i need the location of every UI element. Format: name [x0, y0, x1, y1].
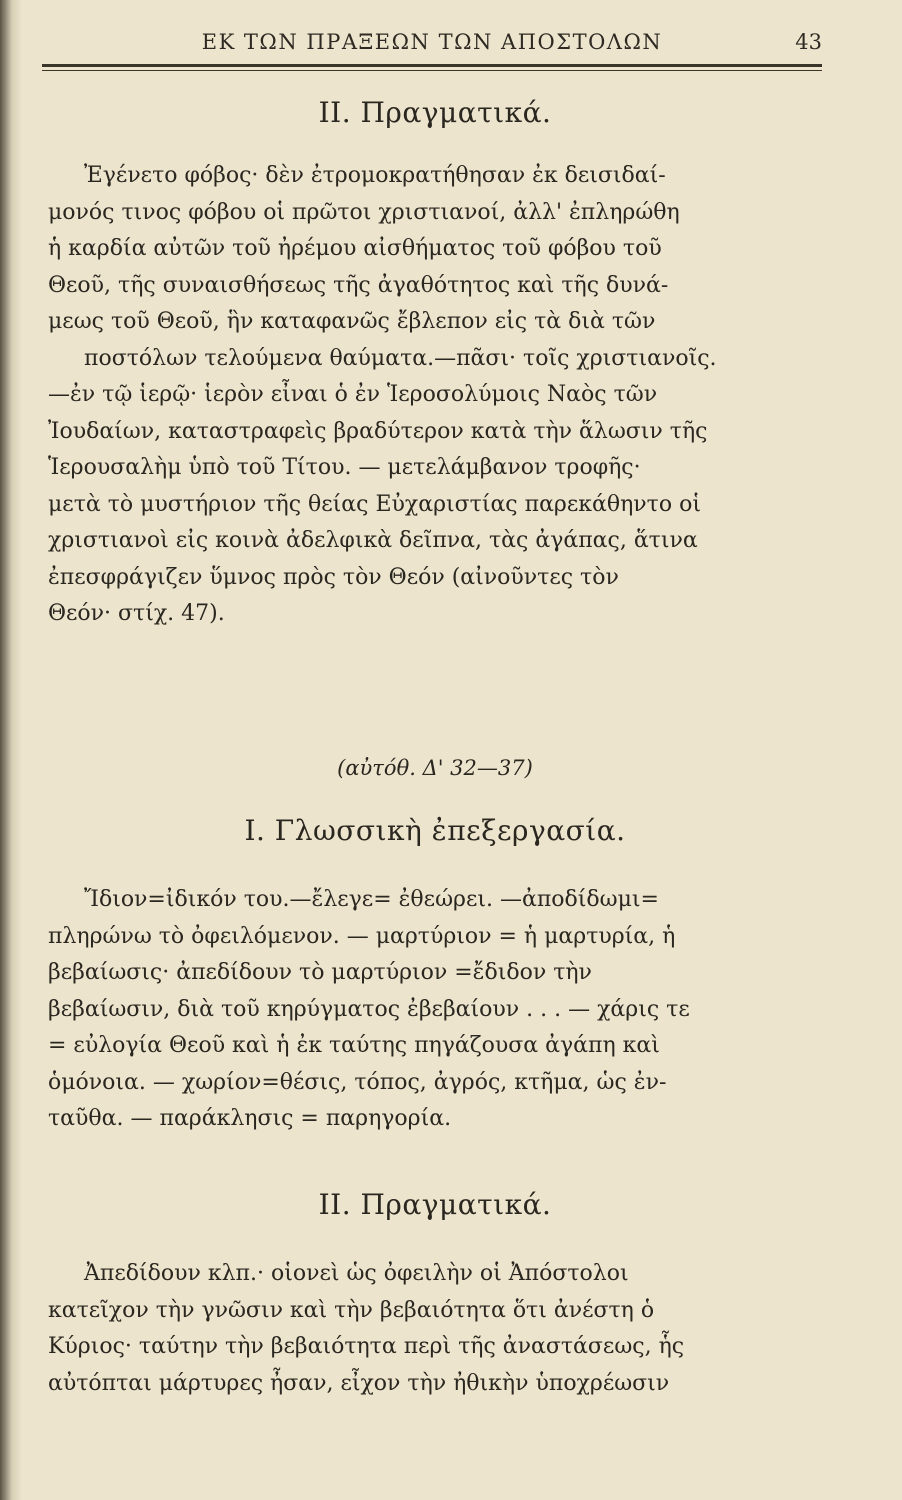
text-line: πληρώνω τὸ ὀφειλόμενον. — μαρτύριον = ἡ μαρτυρία, ἡ	[48, 923, 676, 949]
section-realia-1-body	[48, 158, 822, 633]
section-title: ΙΙ. Πραγματικά.	[318, 96, 552, 129]
section-realia-2	[48, 1188, 822, 1221]
text-line: Θεοῦ, τῆς συναισθήσεως τῆς ἀγαθότητος καὶ τῆς δυνά-	[48, 272, 669, 298]
page-gutter-edge	[0, 0, 22, 1500]
text-line: Ἴδιον=ἰδικόν του.—ἔλεγε= ἐθεώρει. —ἀποδίδωμι=	[84, 887, 659, 912]
page-header	[42, 30, 822, 66]
text-line: Ἰουδαίων, καταστραφεὶς βραδύτερον κατὰ τὴν ἅλωσιν τῆς	[48, 418, 708, 444]
text-line: Ἀπεδίδουν κλπ.· οἱονεὶ ὡς ὀφειλὴν οἱ Ἀπόστολοι	[84, 1261, 629, 1286]
text-line: μονός τινος φόβου οἱ πρῶτοι χριστιανοί, ἀλλ' ἐπληρώθη	[48, 199, 680, 225]
text-line: μεως τοῦ Θεοῦ, ἣν καταφανῶς ἔβλεπον εἰς τὰ διὰ τῶν	[48, 309, 656, 334]
text-line: ταῦθα. — παράκλησις = παρηγορία.	[48, 1106, 452, 1131]
section-realia-1	[48, 96, 822, 129]
text-line: κατεῖχον τὴν γνῶσιν καὶ τὴν βεβαιότητα ὅτι ἀνέστη ὁ	[48, 1297, 655, 1323]
text-line: μετὰ τὸ μυστήριον τῆς θείας Εὐχαριστίας παρεκάθηντο οἱ	[48, 491, 701, 517]
section-linguistic	[48, 814, 822, 847]
text-line: ποστόλων τελούμενα θαύματα.—πᾶσι· τοῖς χριστιανοῖς.	[84, 345, 717, 371]
section-title: Ι. Γλωσσικὴ ἐπεξεργασία.	[244, 814, 626, 847]
text-line: Ἐγένετο φόβος· δὲν ἐτρομοκρατήθησαν ἐκ δεισιδαί-	[84, 163, 666, 188]
chapter-reference: (αὐτόθ. Δ' 32—37)	[337, 756, 533, 780]
header-rule-thick	[42, 64, 822, 67]
page-number: 43	[795, 30, 822, 54]
text-line: Θεόν· στίχ. 47).	[48, 601, 225, 626]
text-line: —ἐν τῷ ἱερῷ· ἱερὸν εἶναι ὁ ἐν Ἱεροσολύμοις Ναὸς τῶν	[48, 382, 658, 407]
text-line: αὐτόπται μάρτυρες ἦσαν, εἶχον τὴν ἠθικὴν ὑποχρέωσιν	[48, 1370, 670, 1396]
text-line: βεβαίωσιν, διὰ τοῦ κηρύγματος ἐβεβαίουν . . . — χάρις τε	[48, 996, 690, 1022]
text-line: ἐπεσφράγιζεν ὕμνος πρὸς τὸν Θεόν (αἰνοῦντες τὸν	[48, 564, 619, 590]
text-line: ἡ καρδία αὐτῶν τοῦ ἠρέμου αἰσθήματος τοῦ φόβου τοῦ	[48, 236, 662, 261]
text-line: = εὐλογία Θεοῦ καὶ ἡ ἐκ ταύτης πηγάζουσα ἀγάπη καὶ	[48, 1033, 660, 1058]
section-realia-2-body	[48, 1256, 822, 1402]
text-line: ὁμόνοια. — χωρίον=θέσις, τόπος, ἀγρός, κτῆμα, ὡς ἐν-	[48, 1069, 667, 1095]
text-line: Ἱερουσαλὴμ ὑπὸ τοῦ Τίτου. — μετελάμβανον τροφῆς·	[48, 455, 641, 480]
text-line: χριστιανοὶ εἰς κοινὰ ἀδελφικὰ δεῖπνα, τὰς ἀγάπας, ἅτινα	[48, 528, 698, 553]
header-rule-thin	[42, 70, 822, 71]
section-title: ΙΙ. Πραγματικά.	[318, 1188, 552, 1221]
running-head: ΕΚ ΤΩΝ ΠΡΑΞΕΩΝ ΤΩΝ ΑΠΟΣΤΟΛΩΝ	[201, 30, 663, 54]
section-linguistic-body	[48, 882, 822, 1138]
text-line: βεβαίωσις· ἀπεδίδουν τὸ μαρτύριον =ἔδιδον τὴν	[48, 960, 592, 985]
text-line: Κύριος· ταύτην τὴν βεβαιότητα περὶ τῆς ἀναστάσεως, ἧς	[48, 1334, 685, 1359]
